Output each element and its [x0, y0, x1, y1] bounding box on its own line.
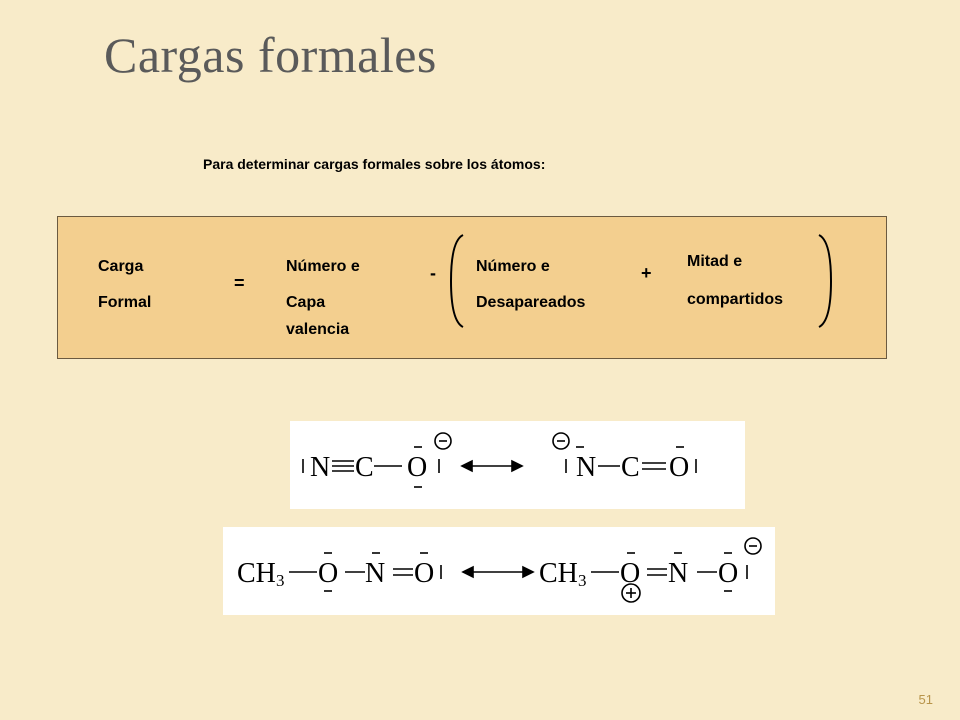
lhs-line1: Carga [98, 258, 144, 275]
equals-sign: = [234, 273, 245, 293]
term3-line2: compartidos [687, 291, 784, 308]
r1r-c: C [621, 452, 640, 483]
methyl-nitrite-resonance-drawing [223, 527, 775, 615]
r2l-ch: CH [237, 558, 276, 589]
term2-line1: Número e [476, 258, 550, 275]
r2l-o1: O [318, 558, 339, 589]
r2r-o2: O [718, 558, 739, 589]
methyl-nitrite-resonance-structures [223, 527, 775, 615]
intro-text: Para determinar cargas formales sobre los átomos: [203, 156, 546, 172]
right-bracket-icon [816, 233, 834, 329]
term1-line2: Capa [286, 294, 326, 311]
formal-charge-formula [57, 216, 887, 359]
slide-title: Cargas formales [104, 27, 437, 83]
r2l-sub: 3 [276, 571, 285, 590]
r1r-o: O [669, 452, 690, 483]
r1r-n: N [576, 452, 597, 483]
r2r-sub: 3 [578, 571, 587, 590]
r1l-n: N [310, 452, 331, 483]
cyanate-resonance-structures [290, 421, 745, 509]
lhs-line2: Formal [98, 294, 152, 311]
r2r-o1: O [620, 558, 641, 589]
cyanate-resonance-drawing [290, 421, 745, 509]
r2r-n: N [668, 558, 689, 589]
plus-sign: + [641, 263, 652, 283]
r2l-n: N [365, 558, 386, 589]
page-number: 51 [918, 692, 933, 707]
r2r-ch: CH [539, 558, 578, 589]
r1l-o: O [407, 452, 428, 483]
term1-line3: valencia [286, 321, 350, 338]
term1-line1: Número e [286, 258, 360, 275]
minus-sign: - [430, 263, 436, 283]
r2l-o2: O [414, 558, 435, 589]
term2-line2: Desapareados [476, 294, 586, 311]
term3-line1: Mitad e [687, 253, 743, 270]
left-bracket-icon [448, 233, 466, 329]
r1l-c: C [355, 452, 374, 483]
